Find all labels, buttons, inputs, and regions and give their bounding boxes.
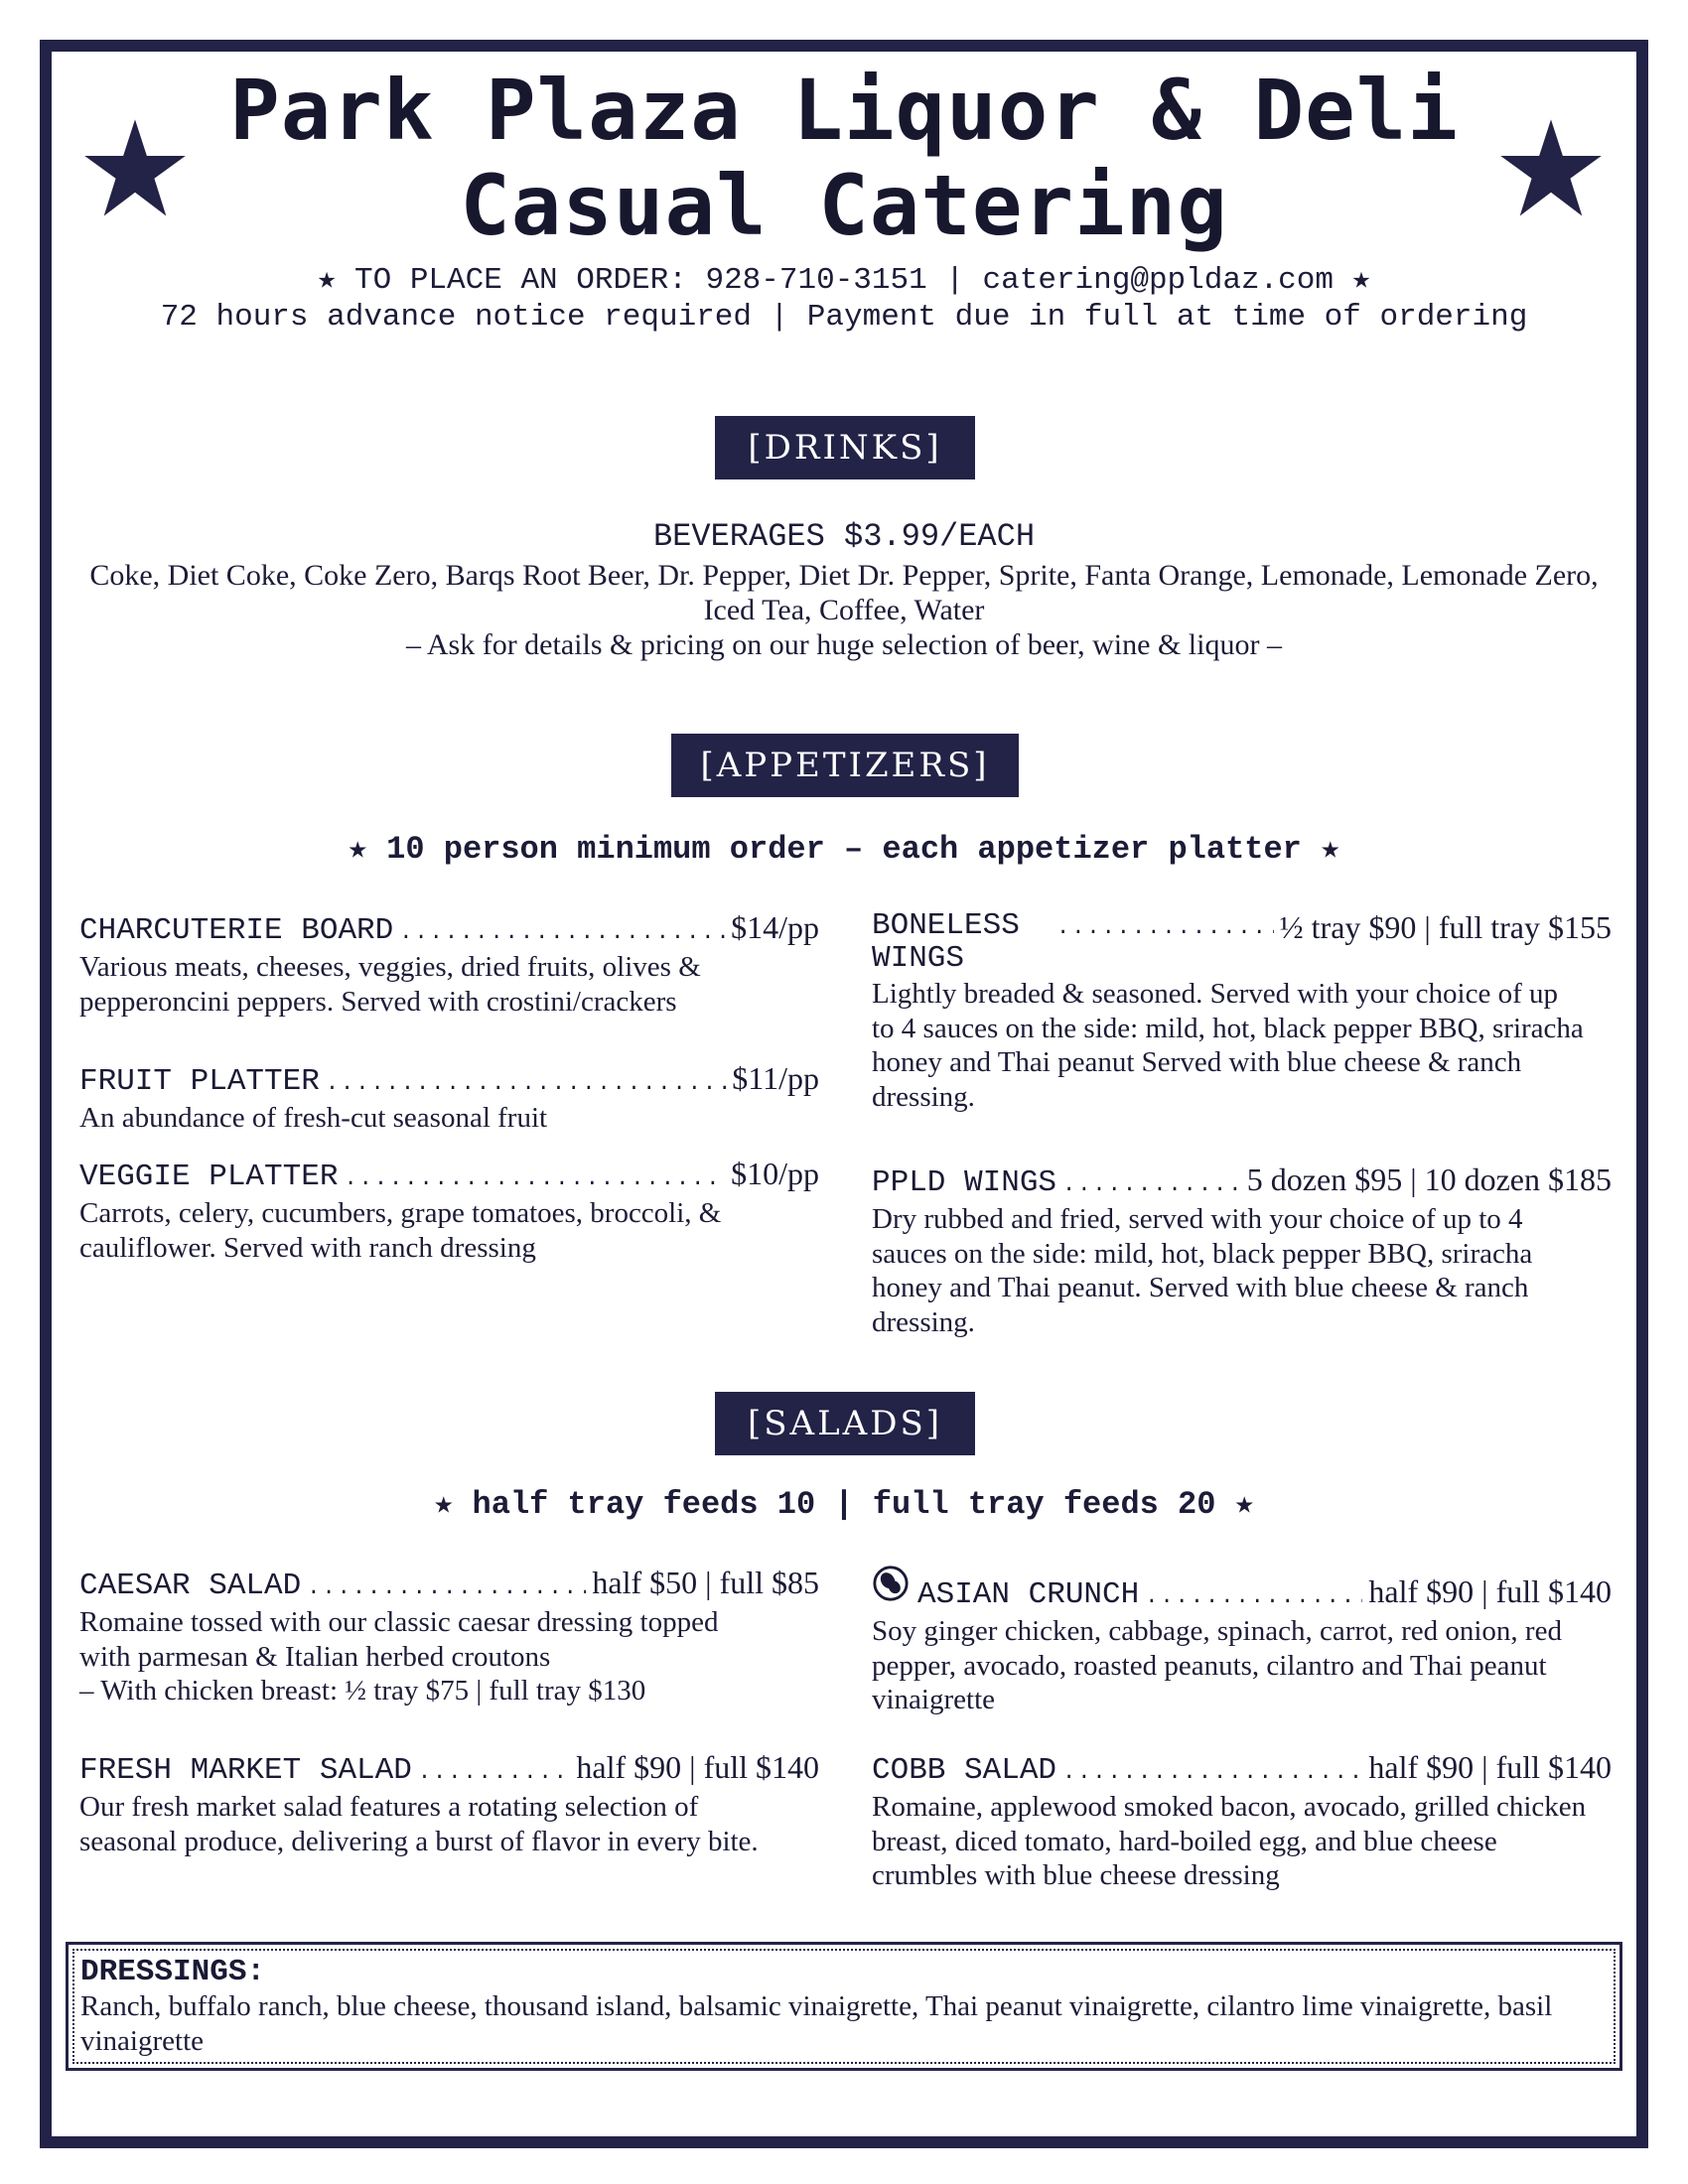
page-subtitle: Casual Catering xyxy=(460,157,1228,254)
item-name: FRUIT PLATTER xyxy=(79,1064,320,1099)
leader-dots xyxy=(1056,915,1274,940)
appetizers-note: ★ 10 person minimum order – each appetizer platter ★ xyxy=(348,831,1340,868)
item-price: $11/pp xyxy=(732,1060,819,1096)
item-name: VEGGIE PLATTER xyxy=(79,1160,339,1194)
item-name: CHARCUTERIE BOARD xyxy=(79,913,394,948)
page-title: Park Plaza Liquor & Deli xyxy=(229,62,1459,159)
item-description: Lightly breaded & seasoned. Served with your choice of up to 4 sauces on the side: mild, hot, black pepper BBQ, sriracha honey and Thai peanut Served with blue cheese & ranch dressing. xyxy=(872,978,1584,1113)
salads-note: ★ half tray feeds 10 | full tray feeds 20 ★ xyxy=(434,1486,1254,1523)
menu-item-fresh-market-salad xyxy=(79,1749,819,1858)
item-name: ASIAN CRUNCH xyxy=(917,1577,1140,1612)
item-description: Our fresh market salad features a rotating selection of seasonal produce, delivering a burst of flavor in every bite. xyxy=(79,1791,759,1857)
leader-dots xyxy=(344,1166,725,1191)
item-price: $10/pp xyxy=(731,1156,819,1191)
leader-dots xyxy=(1062,1760,1362,1785)
beverages-list: Coke, Diet Coke, Coke Zero, Barqs Root Beer, Dr. Pepper, Diet Dr. Pepper, Sprite, Fanta Orange, Lemonade, Lemonade Zero, Iced Tea, Coffee, Water xyxy=(89,559,1599,626)
item-price: half $90 | full $140 xyxy=(576,1749,819,1785)
item-description: Romaine, applewood smoked bacon, avocado, grilled chicken breast, diced tomato, hard-boiled egg, and blue cheese crumbles with blue cheese dressing xyxy=(872,1791,1587,1891)
order-contact-line: ★ TO PLACE AN ORDER: 928-710-3151 | catering@ppldaz.com ★ xyxy=(317,263,1371,298)
menu-item-charcuterie xyxy=(79,909,819,1019)
item-description: An abundance of fresh-cut seasonal fruit xyxy=(79,1102,548,1134)
leader-dots xyxy=(307,1575,586,1600)
item-description: Soy ginger chicken, cabbage, spinach, carrot, red onion, red pepper, avocado, roasted peanuts, cilantro and Thai peanut vinaigrette xyxy=(872,1615,1562,1715)
drinks-section-label: [DRINKS] xyxy=(715,416,975,479)
menu-item-cobb-salad xyxy=(872,1749,1612,1893)
item-price: half $90 | full $140 xyxy=(1368,1573,1612,1609)
item-price: half $50 | full $85 xyxy=(592,1565,819,1600)
item-name: FRESH MARKET SALAD xyxy=(79,1753,412,1788)
beverages-title: BEVERAGES $3.99/EACH xyxy=(652,518,1036,555)
item-name: CAESAR SALAD xyxy=(79,1569,302,1603)
item-price: ½ tray $90 | full tray $155 xyxy=(1279,909,1612,945)
leader-dots xyxy=(399,920,725,945)
beverages-note: – Ask for details & pricing on our huge selection of beer, wine & liquor – xyxy=(406,628,1282,661)
menu-item-boneless-wings xyxy=(872,909,1612,1114)
menu-item-ppld-wings xyxy=(872,1161,1612,1339)
menu-item-fruit-platter xyxy=(79,1060,819,1136)
appetizers-section-label: [APPETIZERS] xyxy=(671,734,1019,797)
item-price: $14/pp xyxy=(731,909,819,945)
menu-item-veggie-platter xyxy=(79,1156,819,1265)
advance-notice-line: 72 hours advance notice required | Payment due in full at time of ordering xyxy=(160,300,1528,335)
menu-item-asian-crunch xyxy=(872,1565,1612,1717)
item-name: PPLD WINGS xyxy=(872,1165,1057,1200)
leader-dots xyxy=(1062,1172,1241,1197)
leader-dots xyxy=(418,1760,571,1785)
item-description: Romaine tossed with our classic caesar dressing topped with parmesan & Italian herbed croutons xyxy=(79,1606,719,1673)
leader-dots xyxy=(1145,1584,1362,1609)
item-name: BONELESS WINGS xyxy=(872,908,1020,976)
item-description: Carrots, celery, cucumbers, grape tomatoes, broccoli, & cauliflower. Served with ranch dressing xyxy=(79,1197,722,1264)
salads-section-label: [SALADS] xyxy=(715,1392,975,1455)
peanut-allergen-icon xyxy=(872,1565,910,1602)
dressings-list: Ranch, buffalo ranch, blue cheese, thousand island, balsamic vinaigrette, Thai peanut vinaigrette, cilantro lime vinaigrette, basil vinaigrette xyxy=(80,1990,1553,2057)
item-extra-option: – With chicken breast: ½ tray $75 | full tray $130 xyxy=(79,1675,646,1706)
menu-item-caesar-salad xyxy=(79,1565,819,1708)
dressings-box xyxy=(66,1942,1622,2071)
item-price: half $90 | full $140 xyxy=(1368,1749,1612,1785)
item-description: Various meats, cheeses, veggies, dried fruits, olives & pepperoncini peppers. Served with crostini/crackers xyxy=(79,951,701,1018)
dressings-label: DRESSINGS: xyxy=(80,1955,266,1989)
item-name: COBB SALAD xyxy=(872,1753,1057,1788)
item-price: 5 dozen $95 | 10 dozen $185 xyxy=(1246,1161,1612,1197)
item-description: Dry rubbed and fried, served with your choice of up to 4 sauces on the side: mild, hot, black pepper BBQ, sriracha honey and Thai peanut. Served with blue cheese & ranch dressing. xyxy=(872,1203,1533,1338)
leader-dots xyxy=(326,1071,726,1096)
